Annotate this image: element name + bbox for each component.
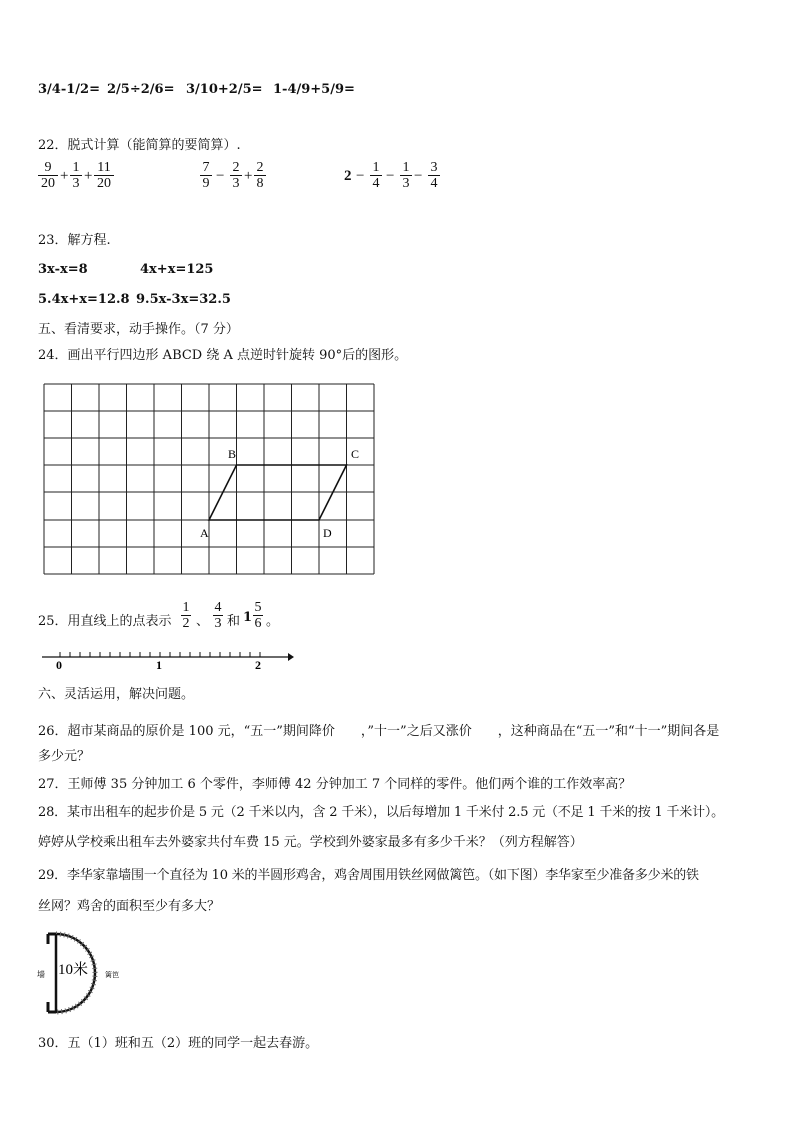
equation: 3x-x=8	[38, 262, 88, 277]
operator: −	[386, 168, 395, 184]
fraction: $\frac{9}{20}$	[38, 160, 58, 191]
q25-prefix: 25．用直线上的点表示	[38, 614, 172, 629]
operator: −	[414, 168, 423, 184]
equation: 4x+x=125	[140, 262, 214, 277]
semicircle-coop-figure	[34, 926, 134, 1018]
tick-label-1: 1	[156, 658, 162, 672]
separator: 、	[196, 614, 210, 629]
vertex-label-a: A	[200, 526, 209, 540]
vertex-label-d: D	[323, 526, 332, 540]
tick-label-0: 0	[56, 658, 62, 672]
q29-line-2: 丝网？鸡舍的面积至少有多大？	[38, 899, 221, 914]
fraction: $\frac{7}{9}$	[200, 160, 212, 191]
operator: +	[244, 168, 253, 184]
number-line	[36, 646, 296, 672]
fence-label: 篱笆	[105, 971, 119, 979]
fraction: $\frac{5}{6}$	[254, 600, 262, 631]
fraction: $\frac{2}{3}$	[230, 160, 242, 191]
leading-number: 2	[344, 168, 352, 184]
grid-lines	[44, 384, 374, 574]
arrow-head-icon	[288, 653, 294, 661]
expr-21-3: 3/10+2/5=	[186, 82, 263, 97]
expr-21-1: 3/4-1/2=	[38, 82, 100, 97]
expr-21-4: 1-4/9+5/9=	[273, 82, 355, 97]
fraction: $\frac{1}{2}$	[182, 600, 190, 631]
section-heading: 六、灵活运用，解决问题。	[38, 687, 195, 702]
q29-line-1: 29．李华家靠墙围一个直径为 10 米的半圆形鸡舍，鸡舍周围用铁丝网做篱笆。（如下图）李华家至少准备多少米的铁	[38, 868, 699, 883]
fraction: $\frac{3}{4}$	[428, 160, 440, 191]
fraction: $\frac{4}{3}$	[214, 600, 222, 631]
q24-title: 24．画出平行四边形 ABCD 绕 A 点逆时针旋转 90°后的图形。	[38, 348, 408, 363]
q27-text: 27．王师傅 35 分钟加工 6 个零件，李师傅 42 分钟加工 7 个同样的零件。他们两个谁的工作效率高？	[38, 777, 632, 792]
whole-number: 1	[243, 610, 253, 625]
wall-label: 墙	[37, 970, 45, 979]
operator: −	[356, 168, 365, 184]
grid-figure	[40, 378, 385, 580]
equation: 5.4x+x=12.8	[38, 292, 130, 307]
q22-title: 22．脱式计算（能简算的要简算）.	[38, 138, 241, 153]
q26-line-1: 26．超市某商品的原价是 100 元，“五一”期间降价 ，”十一”之后又涨价 ，这种商品在“五一”和“十一”期间各是	[38, 724, 720, 739]
expr-21-2: 2/5÷2/6=	[107, 82, 175, 97]
vertex-label-c: C	[351, 447, 360, 461]
q30-text: 30．五（1）班和五（2）班的同学一起去春游。	[38, 1036, 319, 1051]
diameter-label: 10米	[58, 962, 89, 978]
conjunction: 和	[227, 614, 241, 629]
operator: +	[84, 168, 93, 184]
period: 。	[266, 614, 280, 629]
q23-title: 23．解方程.	[38, 233, 111, 248]
tick-marks	[60, 652, 260, 657]
fraction: $\frac{1}{3}$	[70, 160, 82, 191]
equation: 9.5x-3x=32.5	[136, 292, 231, 307]
fraction: $\frac{2}{8}$	[254, 160, 266, 191]
fraction: $\frac{1}{4}$	[370, 160, 382, 191]
fraction: $\frac{11}{20}$	[94, 160, 114, 191]
q28-line-2: 婷婷从学校乘出租车去外婆家共付车费 15 元。学校到外婆家最多有多少千米？（列方程解答）	[38, 835, 583, 850]
fraction: $\frac{1}{3}$	[400, 160, 412, 191]
operator: −	[216, 168, 225, 184]
q26-line-2: 多少元？	[38, 749, 91, 764]
vertex-label-b: B	[228, 447, 237, 461]
q28-line-1: 28．某市出租车的起步价是 5 元（2 千米以内，含 2 千米），以后每增加 1 千米付 2.5 元（不足 1 千米的按 1 千米计）。	[38, 805, 724, 820]
operator: +	[60, 168, 69, 184]
section-heading: 五、看清要求，动手操作。（7 分）	[38, 322, 239, 337]
tick-label-2: 2	[255, 658, 261, 672]
